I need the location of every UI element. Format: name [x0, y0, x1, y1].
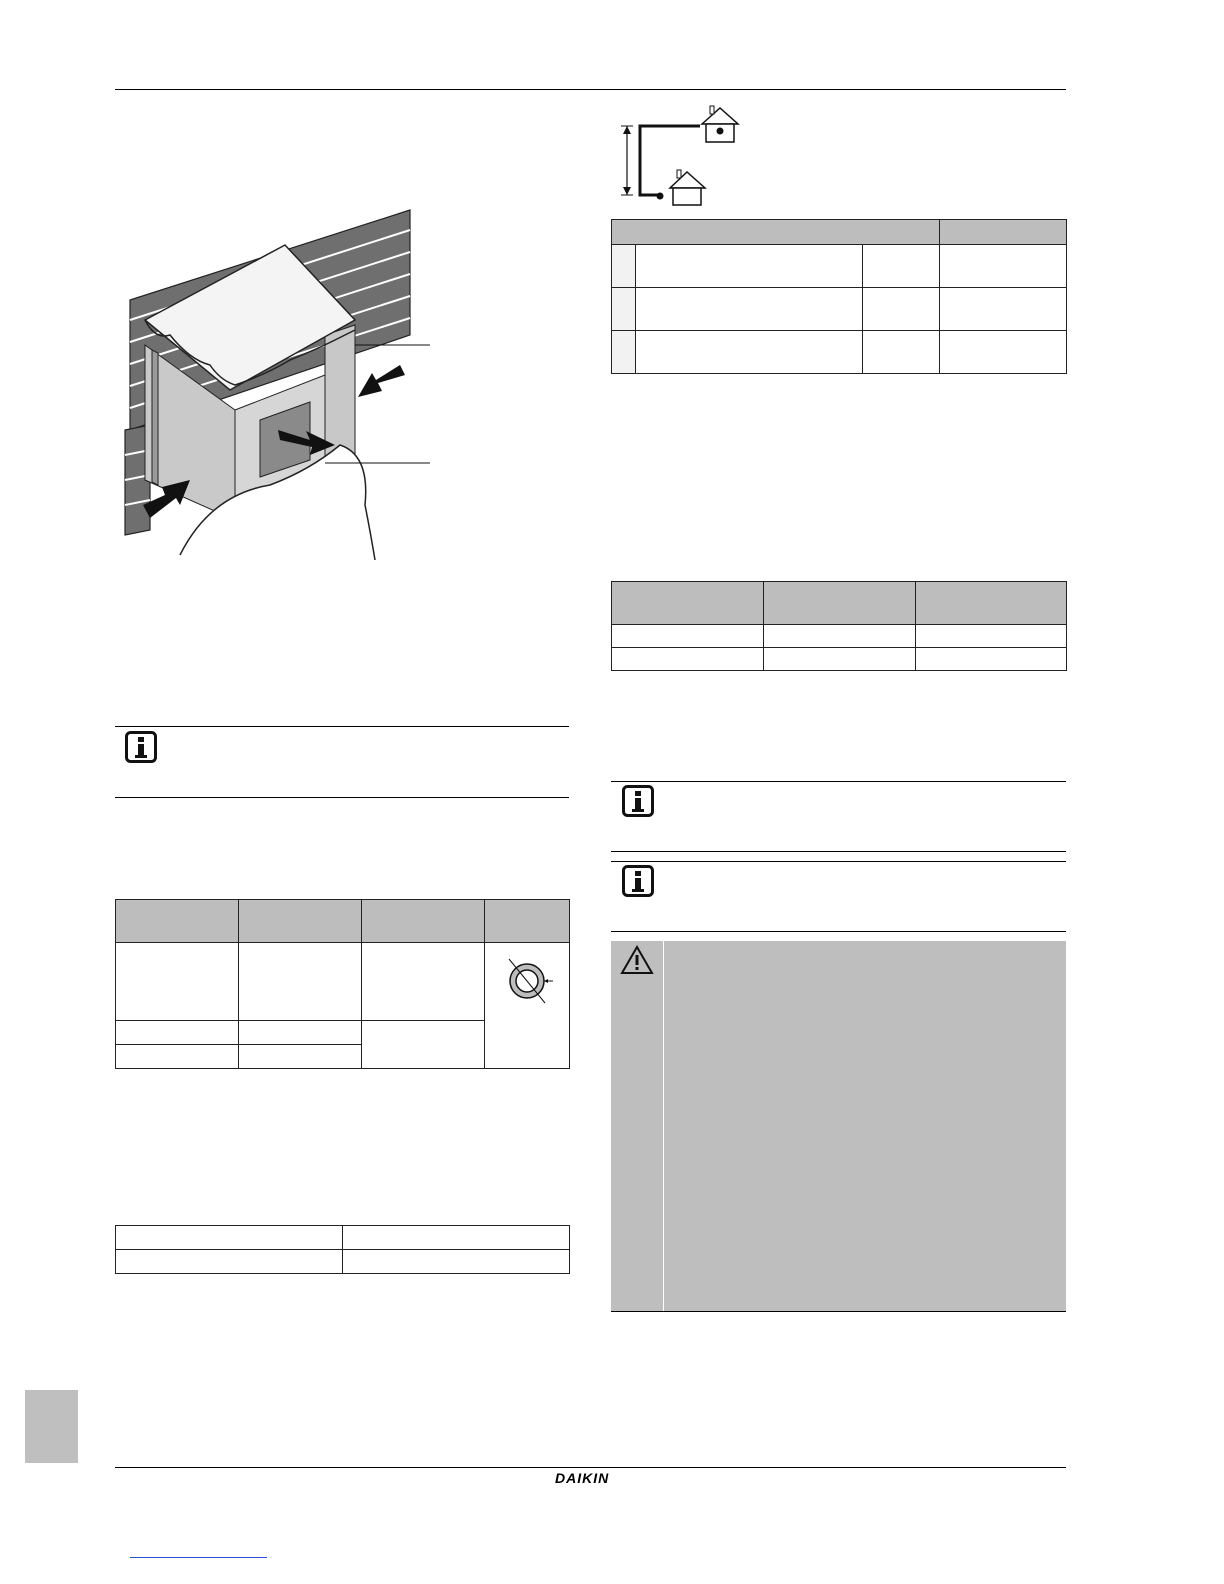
table-cell [916, 625, 1067, 648]
three-column-table [611, 581, 1067, 671]
table-cell [116, 943, 239, 1021]
table-cell [863, 331, 940, 374]
table-cell [612, 648, 764, 671]
info-icon [125, 731, 157, 763]
info-note-top-rule [115, 726, 569, 727]
table-cell [863, 245, 940, 288]
table-cell [116, 1226, 343, 1250]
caution-bottom-rule [611, 1311, 1066, 1312]
footer-link-underline[interactable] [130, 1557, 267, 1558]
table-cell [116, 1021, 239, 1045]
info-note-rule [611, 931, 1066, 932]
daikin-logo: DAIKIN [555, 1470, 610, 1486]
outdoor-unit-snow-hood-illustration [110, 205, 440, 565]
pipe-icon-cell [485, 943, 570, 1069]
table-cell [764, 648, 916, 671]
header-rule [115, 89, 1066, 90]
table-header-cell [612, 582, 764, 625]
table-cell [940, 331, 1067, 374]
table-cell [239, 943, 362, 1021]
caution-box [611, 941, 1066, 1312]
pipe-table [115, 899, 570, 1069]
table-cell [116, 1250, 343, 1274]
table-row-number-cell [612, 245, 636, 288]
info-note-rule [611, 851, 1066, 852]
table-cell [636, 331, 863, 374]
table-header-cell [116, 900, 239, 943]
height-difference-diagram [610, 100, 750, 210]
info-note-rule [611, 781, 1066, 782]
table-header-cell [239, 900, 362, 943]
table-cell [343, 1226, 570, 1250]
table-row-number-cell [612, 288, 636, 331]
table-cell [116, 1045, 239, 1069]
info-icon [622, 785, 654, 817]
table-cell [940, 288, 1067, 331]
table-header-cell [940, 220, 1067, 245]
table-header-cell [916, 582, 1067, 625]
table-header-cell [362, 900, 485, 943]
table-cell [636, 245, 863, 288]
caution-divider [663, 941, 664, 1312]
table-cell [916, 648, 1067, 671]
sidebar-chapter-tab [25, 1390, 78, 1463]
table-cell [362, 943, 485, 1021]
pipe-insulation-icon [497, 953, 557, 1009]
table-row-number-cell [612, 331, 636, 374]
height-table [611, 219, 1067, 374]
footer-rule [115, 1467, 1066, 1468]
caution-icon [620, 945, 654, 975]
table-cell [764, 625, 916, 648]
table-cell [612, 625, 764, 648]
table-cell [239, 1045, 362, 1069]
table-header-cell [612, 220, 940, 245]
table-header-cell [764, 582, 916, 625]
table-cell [863, 288, 940, 331]
info-note-bottom-rule [115, 797, 569, 798]
table-cell [362, 1021, 485, 1069]
table-cell [239, 1021, 362, 1045]
two-column-table [115, 1225, 570, 1274]
table-cell [343, 1250, 570, 1274]
table-header-cell [485, 900, 570, 943]
info-icon [622, 865, 654, 897]
info-note-rule [611, 861, 1066, 862]
table-cell [636, 288, 863, 331]
table-cell [940, 245, 1067, 288]
